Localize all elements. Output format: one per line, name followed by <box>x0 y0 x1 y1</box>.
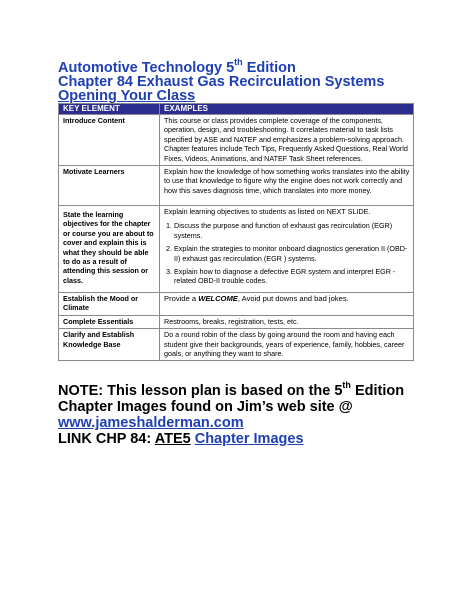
key-element-cell: Establish the Mood or Climate <box>59 292 160 315</box>
welcome-emphasis: WELCOME <box>198 293 238 303</box>
table-row <box>59 115 414 166</box>
table-row <box>59 206 414 293</box>
chapter-images-link[interactable]: Chapter Images <box>194 431 304 447</box>
chapter-link-line <box>58 431 304 447</box>
example-cell: Restrooms, breaks, registration, tests, etc. <box>160 315 414 328</box>
welcome-suffix: , Avoid put downs and bad jokes. <box>237 293 349 303</box>
list-item: 2. Explain the strategies to monitor onboard diagnostics generation II (OBD-II) exhaust gas recirculation (EGR ) systems. <box>174 244 410 263</box>
link-label: LINK CHP 84: <box>58 431 155 447</box>
lesson-plan-table <box>58 103 414 361</box>
title-line-2: Chapter 84 Exhaust Gas Recirculation Systems <box>58 74 385 90</box>
table-row <box>59 292 414 315</box>
column-header-key-element: KEY ELEMENT <box>59 104 160 115</box>
table-row <box>59 166 414 206</box>
welcome-prefix: Provide a <box>164 293 199 303</box>
example-cell <box>160 206 414 293</box>
list-item: 1. Discuss the purpose and function of exhaust gas recirculation (EGR) systems. <box>174 221 410 240</box>
note-superscript: th <box>342 380 351 391</box>
key-element-cell: Introduce Content <box>59 115 160 166</box>
key-element-cell: State the learning objectives for the chapter or course you are about to cover and explain this is what they should be able to do as a result of attending this session or class. <box>59 206 160 293</box>
section-title: Opening Your Class <box>58 88 196 104</box>
example-cell: Do a round robin of the class by going around the room and having each student give their backgrounds, years of experience, family, hobbies, career goals, or anything they want to share. <box>160 329 414 361</box>
key-element-cell: Complete Essentials <box>59 315 160 328</box>
note-text: NOTE: This lesson plan is based on the 5 <box>58 383 343 399</box>
title-line-1-text: Automotive Technology 5 <box>58 60 235 76</box>
note-paragraph <box>58 380 428 431</box>
table-header-row <box>59 104 414 115</box>
key-element-cell: Motivate Learners <box>59 166 160 206</box>
example-cell: This course or class provides complete coverage of the components, operation, design, and troubleshooting. It correlates material to task lists specified by ASE and NATEF and emphasizes a problem-solving approach. Chapter features include Tech Tips, Frequently Asked Questions, Real World Fixes, Videos, Animations, and NATEF Task Sheet references. <box>160 115 414 166</box>
list-item: 3. Explain how to diagnose a defective EGR system and interpret EGR -related OBD-II trouble codes. <box>174 267 410 286</box>
table-row <box>59 315 414 328</box>
objectives-list <box>164 221 410 285</box>
example-cell: Explain how the knowledge of how something works translates into the ability to use that knowledge to figure why the engine does not work correctly and how this saves diagnosis time, which translates into more money. <box>160 166 414 206</box>
note-text-suffix: Edition Chapter Images found on Jim’s web site @ <box>58 383 405 415</box>
ate5-link[interactable]: ATE5 <box>154 431 191 447</box>
objectives-intro: Explain learning objectives to students as listed on NEXT SLIDE. <box>164 207 371 217</box>
table-row <box>59 329 414 361</box>
title-line-1-suffix: Edition <box>242 60 296 76</box>
example-cell <box>160 292 414 315</box>
title-superscript: th <box>234 57 243 68</box>
column-header-examples: EXAMPLES <box>160 104 414 115</box>
website-link[interactable]: www.jameshalderman.com <box>58 415 244 431</box>
key-element-cell: Clarify and Establish Knowledge Base <box>59 329 160 361</box>
